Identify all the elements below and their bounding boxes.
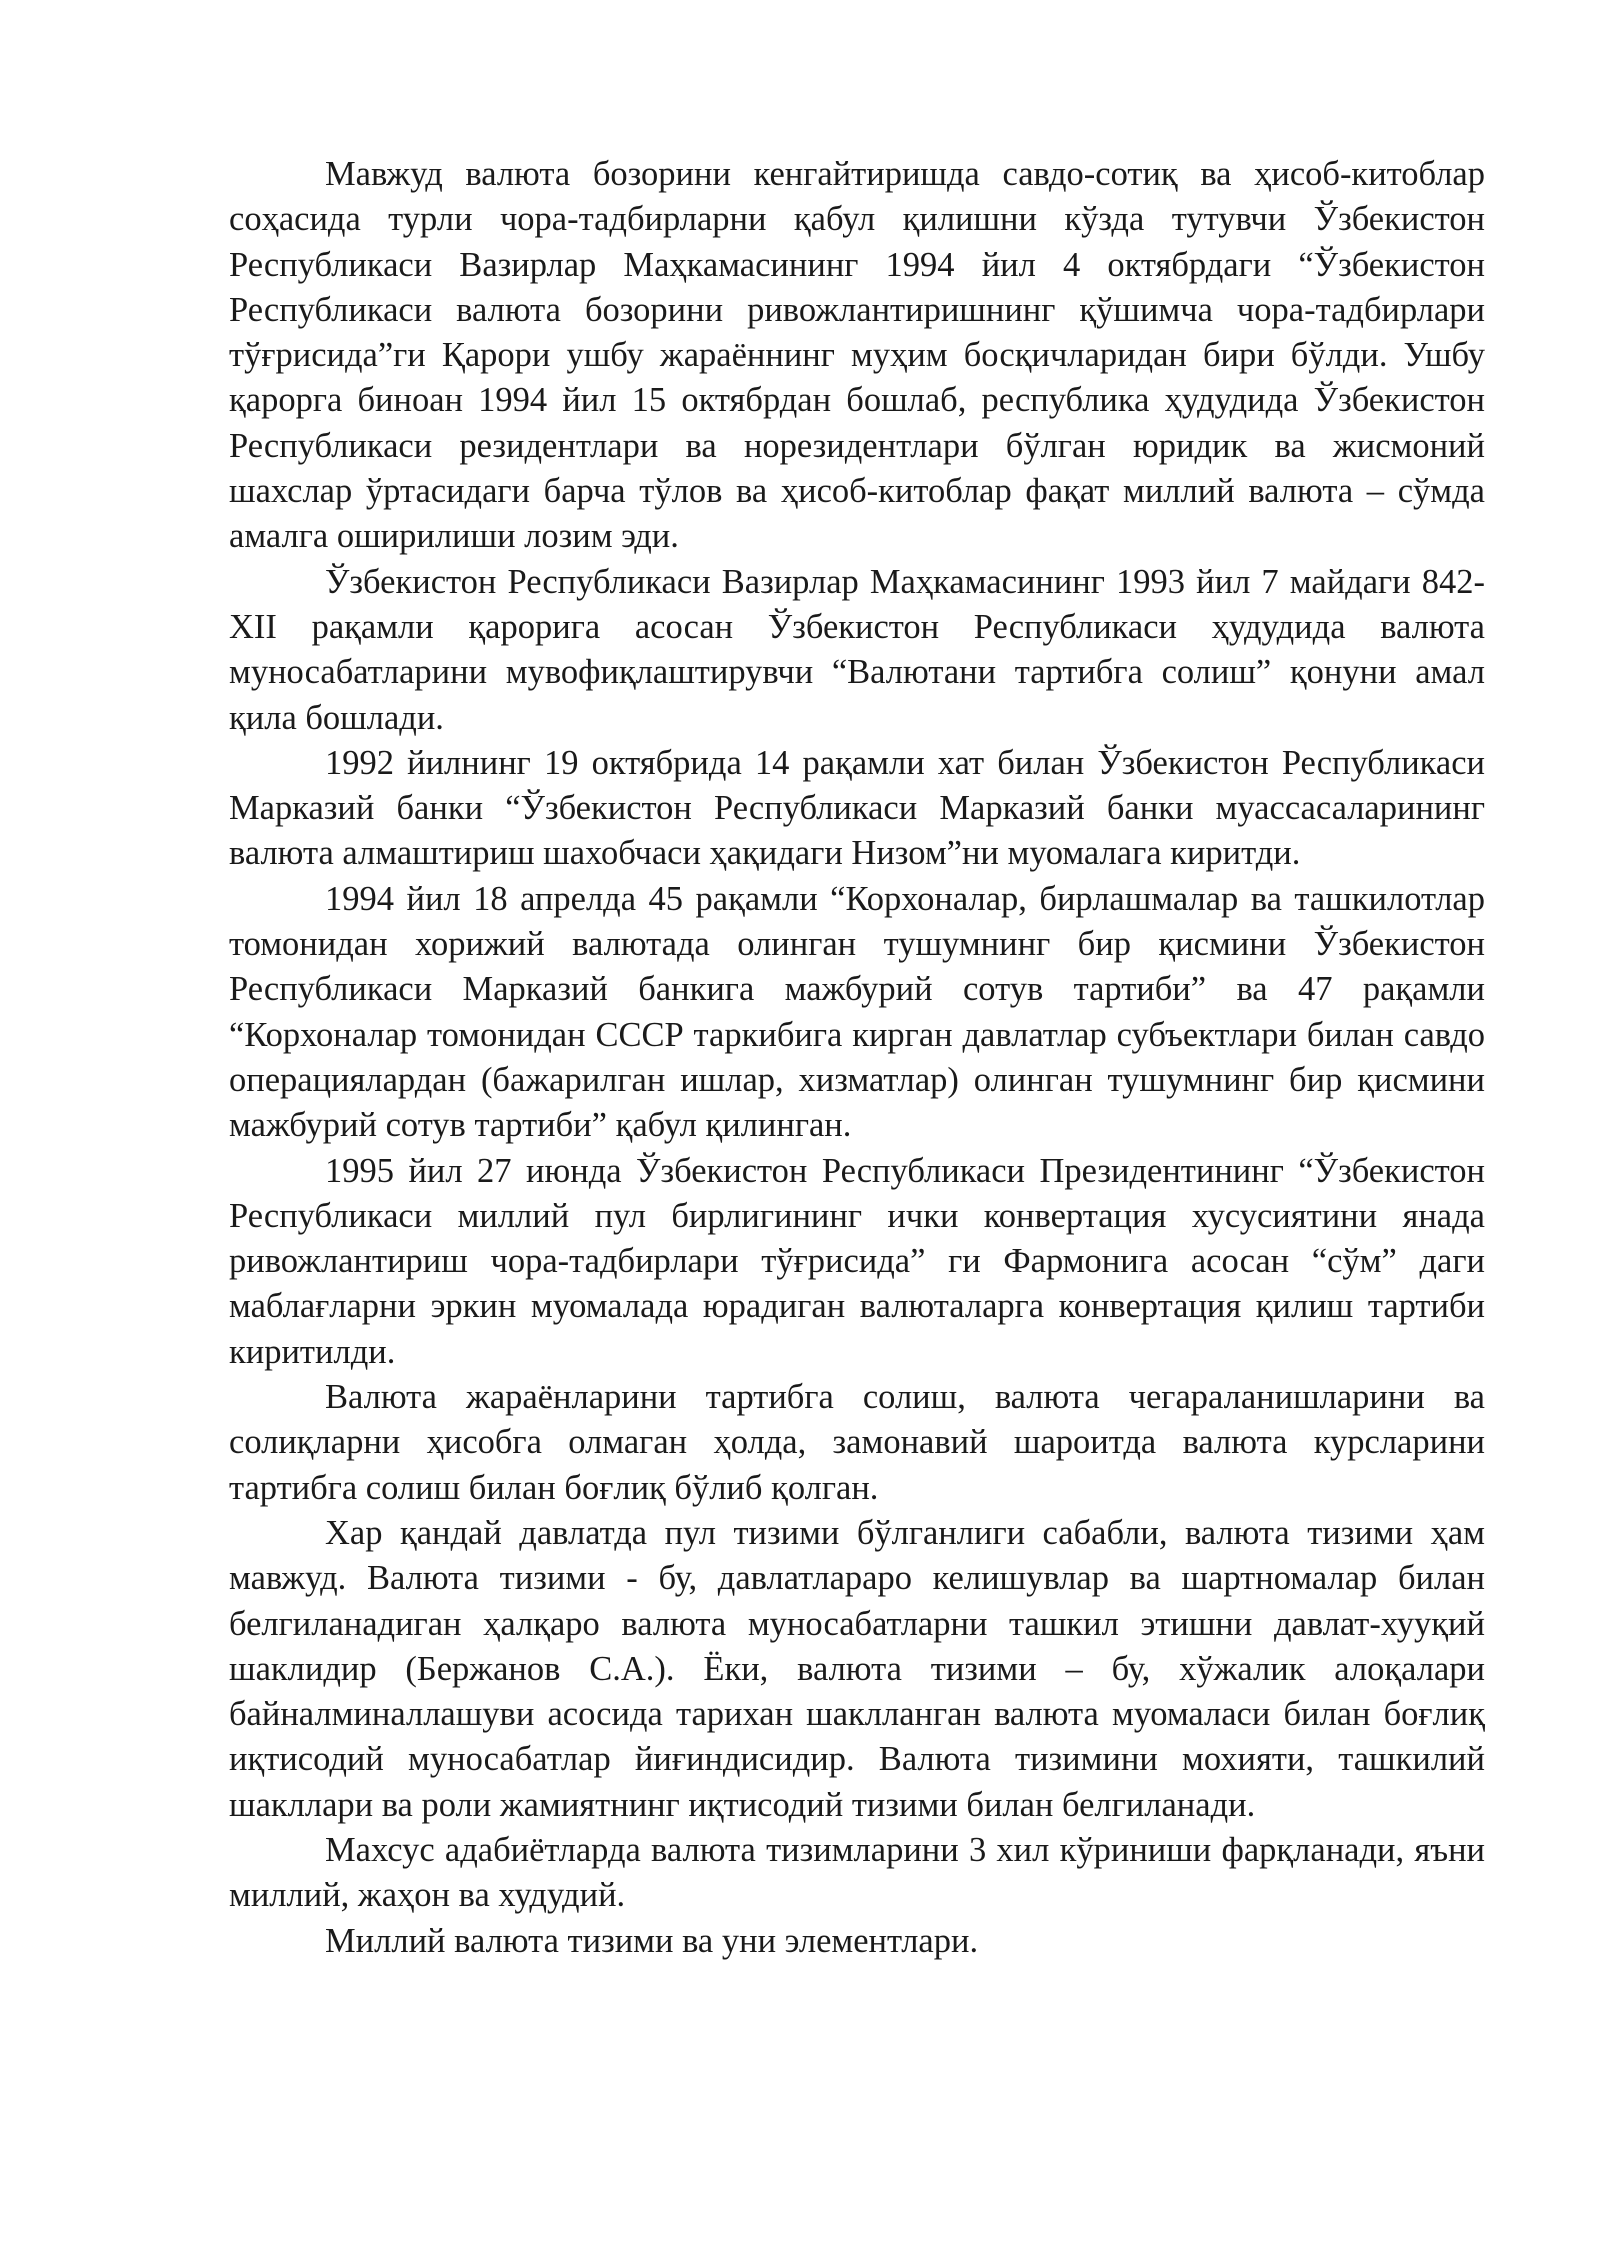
- paragraph: Хар қандай давлатда пул тизими бўлганлиги сабабли, валюта тизими ҳам мавжуд. Валюта тизими - бу, давлатлараро келишувлар ва шартномалар билан белгиланадиган ҳалқаро валюта муносабатларни ташкил этишни давлат-хууқий шаклидир (Бержанов С.А.). Ёки, валюта тизими – бу, хўжалик алоқалари байналминаллашуви асосида тарихан шаклланган валюта муомаласи билан боғлиқ иқтисодий муносабатлар йиғиндисидир. Валюта тизимини мохияти, ташкилий шакллари ва роли жамиятнинг иқтисодий тизими билан белгиланади.: [229, 1513, 1485, 1824]
- paragraph: 1992 йилнинг 19 октябрида 14 рақамли хат билан Ўзбекистон Республикаси Марказий банки “Ўзбекистон Республикаси Марказий банки муассасаларининг валюта алмаштириш шахобчаси ҳақидаги Низом”ни муомалага киритди.: [229, 743, 1485, 873]
- paragraph: 1994 йил 18 апрелда 45 рақамли “Корхоналар, бирлашмалар ва ташкилотлар томонидан хорижий валютада олинган тушумнинг бир қисмини Ўзбекистон Республикаси Марказий банкига мажбурий сотув тартиби” ва 47 рақамли “Корхоналар томонидан СССР таркибига кирган давлатлар субъектлари билан савдо операциялардан (бажарилган ишлар, хизматлар) олинган тушумнинг бир қисмини мажбурий сотув тартиби” қабул қилинган.: [229, 879, 1485, 1145]
- paragraph: 1995 йил 27 июнда Ўзбекистон Республикаси Президентининг “Ўзбекистон Республикаси миллий пул бирлигининг ички конвертация хусусиятини янада ривожлантириш чора-тадбирлари тўғрисида” ги Фармонига асосан “сўм” даги маблағларни эркин муомалада юрадиган валюталарга конвертация қилиш тартиби киритилди.: [229, 1151, 1485, 1371]
- paragraph: Махсус адабиётларда валюта тизимларини 3 хил кўриниши фарқланади, яъни миллий, жаҳон ва худудий.: [229, 1830, 1485, 1915]
- paragraph: Валюта жараёнларини тартибга солиш, валюта чегараланишларини ва солиқларни ҳисобга олмаган ҳолда, замонавий шароитда валюта курсларини тартибга солиш билан боғлиқ бўлиб қолган.: [229, 1378, 1485, 1507]
- document-body: [229, 152, 1485, 1964]
- paragraph: Ўзбекистон Республикаси Вазирлар Маҳкамасининг 1993 йил 7 майдаги 842-XII рақамли қарорига асосан Ўзбекистон Республикаси ҳудудида валюта муносабатларини мувофиқлаштирувчи “Валютани тартибга солиш” қонуни амал қила бошлади.: [229, 562, 1485, 737]
- paragraph: Мавжуд валюта бозорини кенгайтиришда савдо-сотиқ ва ҳисоб-китоблар соҳасида турли чора-тадбирларни қабул қилишни кўзда тутувчи Ўзбекистон Республикаси Вазирлар Маҳкамасининг 1994 йил 4 октябрдаги “Ўзбекистон Республикаси валюта бозорини ривожлантиришнинг қўшимча чора-тадбирлари тўғрисида”ги Қарори ушбу жараённинг муҳим босқичларидан бири бўлди. Ушбу қарорга биноан 1994 йил 15 октябрдан бошлаб, республика ҳудудида Ўзбекистон Республикаси резидентлари ва норезидентлари бўлган юридик ва жисмоний шахслар ўртасидаги барча тўлов ва ҳисоб-китоблар фақат миллий валюта – сўмда амалга оширилиши лозим эди.: [229, 155, 1485, 556]
- paragraph: Миллий валюта тизими ва уни элементлари.: [325, 1921, 979, 1960]
